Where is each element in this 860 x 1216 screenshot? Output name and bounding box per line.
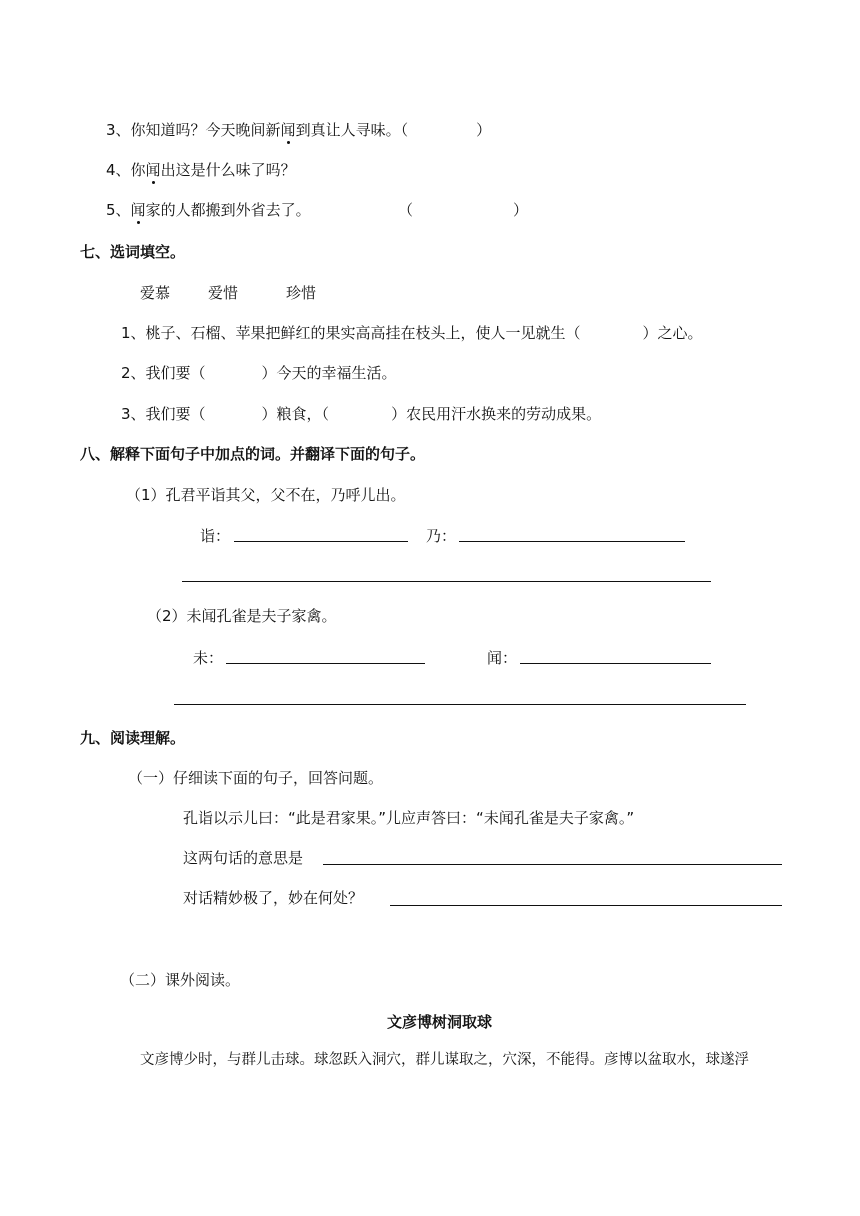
question-9-1: 这两句话的意思是 [183, 849, 304, 867]
question-6-5: 5、闻家的人都搬到外省去了。 [106, 201, 311, 219]
quote-text: 孔诣以示儿曰：“此是君家果。”儿应声答曰：“未闻孔雀是夫子家禽。” [183, 809, 635, 827]
word-label-wen: 闻： [487, 649, 518, 667]
answer-paren[interactable]: （ ） [398, 201, 529, 219]
sentence-2: （2）未闻孔雀是夫子家禽。 [147, 607, 337, 625]
dotted-char: 闻 [130, 201, 146, 219]
word-label-nai: 乃： [426, 527, 457, 545]
answer-line[interactable] [323, 864, 782, 865]
passage-text: 文彦博少时，与群儿击球。球忽跃入洞穴，群儿谋取之，穴深，不能得。彦博以盆取水，球遂浮 [140, 1052, 749, 1068]
answer-line[interactable] [390, 905, 782, 906]
dotted-char: 闻 [145, 161, 161, 179]
passage-title: 文彦博树洞取球 [387, 1013, 493, 1031]
question-7-2: 2、我们要（ ）今天的幸福生活。 [121, 364, 397, 382]
translation-line[interactable] [174, 704, 746, 705]
question-7-3: 3、我们要（ ）粮食，（ ）农民用汗水换来的劳动成果。 [121, 405, 602, 423]
dotted-char: 闻 [280, 121, 296, 139]
part-2-label: （二）课外阅读。 [120, 971, 241, 989]
section-9-heading: 九、阅读理解。 [80, 729, 186, 747]
word-label-wei: 未： [193, 649, 224, 667]
sentence-1: （1）孔君平诣其父，父不在，乃呼儿出。 [126, 486, 406, 504]
word-choice-1: 爱慕 [140, 284, 171, 302]
answer-line[interactable] [234, 541, 408, 542]
answer-line[interactable] [226, 663, 425, 664]
word-choice-3: 珍惜 [286, 284, 317, 302]
answer-line[interactable] [459, 541, 685, 542]
section-7-heading: 七、选词填空。 [80, 243, 186, 261]
question-7-1: 1、桃子、石榴、苹果把鲜红的果实高高挂在枝头上，使人一见就生（ ）之心。 [121, 324, 703, 342]
question-9-2: 对话精妙极了，妙在何处？ [183, 889, 364, 907]
answer-line[interactable] [520, 663, 711, 664]
word-choice-2: 爱惜 [208, 284, 239, 302]
translation-line[interactable] [182, 581, 711, 582]
section-8-heading: 八、解释下面句子中加点的词。并翻译下面的句子。 [80, 445, 426, 463]
word-label-yi: 诣： [200, 527, 231, 545]
question-6-4: 4、你闻出这是什么味了吗？ [106, 161, 296, 179]
question-6-3: 3、你知道吗？今天晚间新闻到真让人寻味。（ ） [106, 121, 492, 139]
part-1-label: （一）仔细读下面的句子，回答问题。 [128, 769, 384, 787]
